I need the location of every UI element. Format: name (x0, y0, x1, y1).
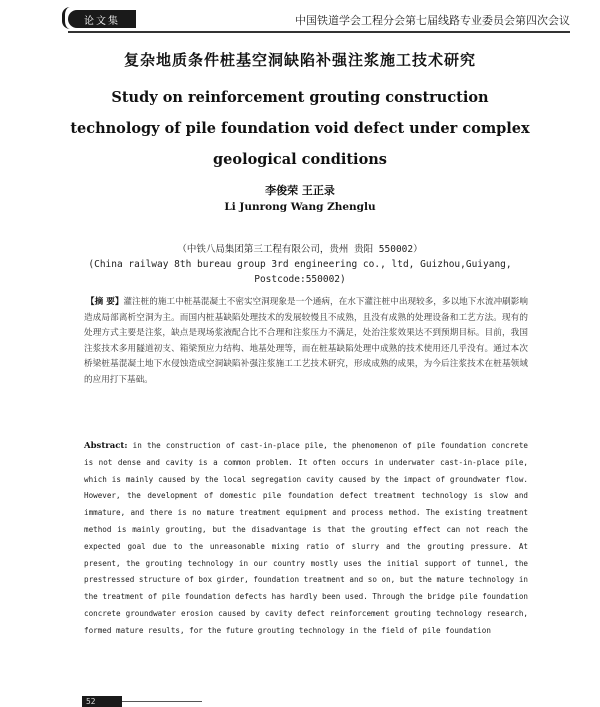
abstract-chinese-text: 灌注桩的施工中桩基混凝土不密实空洞现象是一个通病，在水下灌注桩中出现较多，多以地下水流冲刷影响造成局部离析空洞为主。而国内桩基缺陷处理技术的发展较慢且不成熟，且没有成熟的处理设备和工艺方法。现有的处理方式主要是注浆，缺点是现场浆液配合比不合理和注浆压力不满足，处治注浆效果达不到预期目标。目前，我国注浆技术多用隧道初支、箱梁预应力结构、地基处理等，而在桩基缺陷处理中成熟的技术使用还几乎没有。通过本次桥梁桩基混凝土地下水侵蚀造成空洞缺陷补强注浆施工工艺技术研究，形成成熟的成果，为今后注浆技术在桩基领域的应用打下基础。 (84, 297, 528, 385)
abstract-english-label: Abstract: (84, 441, 128, 451)
authors-chinese: 李俊荣 王正录 (265, 184, 335, 197)
paper-title-chinese: 复杂地质条件桩基空洞缺陷补强注浆施工技术研究 (123, 51, 476, 69)
affiliation-english: (China railway 8th bureau group 3rd engineering co., ltd, Guizhou,Guiyang, Postcode:550002) (88, 259, 512, 285)
journal-title: 中国铁道学会工程分会第七届线路专业委员会第四次会议 (295, 14, 570, 27)
affiliation (80, 242, 520, 287)
badge-tab-icon (62, 7, 79, 29)
page-number: 52 (86, 697, 96, 706)
authors-english: Li Junrong Wang Zhenglu (224, 201, 376, 213)
abstract-english-text: in the construction of cast-in-place pile, the phenomenon of pile foundation concrete is not dense and cavity is a common problem. It often occurs in underwater cast-in-place pile, which is mainly caused by the local segregation cavity caused by the impact of groundwater flow. However, the development of domestic pile foundation defect treatment technology is slow and immature, and there is no mature treatment equipment and process method. The existing treatment method is mainly grouting, but the disadvantage is that the grouting effect can not reach the expected goal due to the unreasonable mixing ratio of slurry and the grouting pressure. At present, the grouting technology in our country mostly uses the initial support of tunnel, the prestressed structure of box girder, foundation treatment and so on, but the mature technology in the treatment of pile foundation defects has hardly been used. Through the bridge pile foundation concrete groundwater erosion caused by cavity defect reinforcement grouting technology research, formed mature results, for the future grouting technology in the field of pile foundation (84, 441, 528, 635)
header-divider (68, 31, 570, 33)
abstract-chinese-label: 【摘 要】 (86, 297, 124, 307)
section-badge-label: 论文集 (84, 15, 120, 27)
paper-title-english: Study on reinforcement grouting construction technology of pile foundation void defect under complex geological conditions (70, 89, 530, 168)
abstract-chinese (84, 295, 528, 388)
affiliation-chinese: （中铁八局集团第三工程有限公司，贵州 贵阳 550002） (177, 244, 423, 255)
section-badge (68, 10, 136, 28)
running-header (68, 10, 570, 34)
footer-divider (122, 701, 202, 702)
abstract-english (84, 438, 528, 640)
